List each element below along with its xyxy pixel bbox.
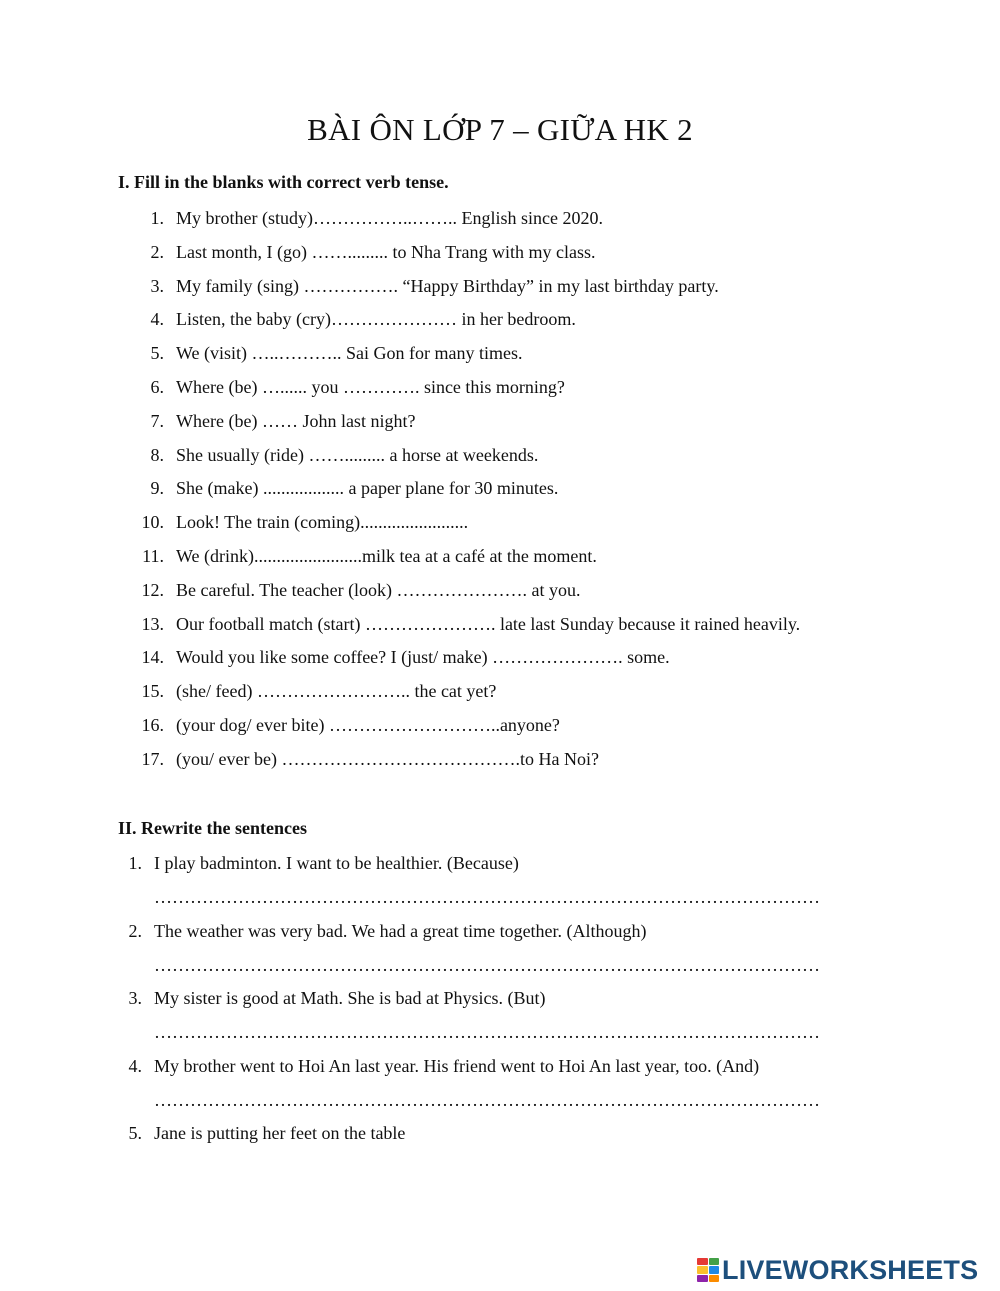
- item-text: Would you like some coffee? I (just/ make) …………………. some.: [176, 647, 670, 668]
- item-text: Where (be) …...... you …………. since this morning?: [176, 376, 565, 397]
- list-item: [118, 1055, 820, 1123]
- item-number: 11.: [142, 545, 164, 566]
- item-text: My sister is good at Math. She is bad at Physics. (But): [154, 988, 546, 1008]
- item-number: 4.: [128, 1055, 142, 1076]
- list-item: [140, 680, 800, 714]
- list-item: [140, 714, 800, 748]
- list-item: [140, 477, 800, 511]
- logo-text: LIVEWORKSHEETS: [722, 1254, 979, 1285]
- list-item: [140, 241, 800, 275]
- item-text: Be careful. The teacher (look) …………………. at you.: [176, 579, 581, 600]
- answer-line[interactable]: …………………………………………………………………………………………………: [154, 887, 820, 907]
- list-item: [140, 646, 800, 680]
- item-text: Listen, the baby (cry)………………… in her bedroom.: [176, 309, 576, 330]
- item-number: 3.: [150, 275, 164, 296]
- list-item: [118, 987, 820, 1055]
- liveworksheets-logo-icon: [697, 1258, 719, 1282]
- list-item: [118, 1122, 759, 1190]
- item-text: Last month, I (go) ……......... to Nha Trang with my class.: [176, 241, 596, 262]
- item-text: She (make) .................. a paper plane for 30 minutes.: [176, 478, 559, 499]
- answer-line[interactable]: …………………………………………………………………………………………………: [154, 1089, 820, 1110]
- item-text: (your dog/ ever bite) ………………………..anyone?: [176, 714, 560, 735]
- item-number: 14.: [141, 647, 164, 668]
- item-text: My brother went to Hoi An last year. His friend went to Hoi An last year, too. (And): [154, 1055, 760, 1076]
- answer-line[interactable]: …………………………………………………………………………………………………: [154, 954, 820, 975]
- item-number: 3.: [128, 988, 142, 1008]
- item-number: 16.: [141, 714, 164, 735]
- item-text: The weather was very bad. We had a great time together. (Although): [154, 920, 647, 941]
- item-text: We (drink)........................milk tea at a café at the moment.: [176, 545, 597, 566]
- section-1-heading: I. Fill in the blanks with correct verb tense.: [118, 172, 449, 192]
- item-number: 2.: [128, 920, 142, 941]
- item-number: 9.: [150, 478, 164, 499]
- list-item: [140, 545, 800, 579]
- item-text: My family (sing) ……………. “Happy Birthday” in my last birthday party.: [176, 275, 719, 296]
- page-title: BÀI ÔN LỚP 7 – GIỮA HK 2: [307, 112, 693, 147]
- item-number: 8.: [150, 444, 164, 465]
- item-number: 17.: [141, 748, 164, 769]
- item-number: 12.: [141, 579, 164, 600]
- item-number: 13.: [141, 613, 164, 634]
- item-text: (you/ ever be) ………………………………….to Ha Noi?: [176, 748, 599, 769]
- item-number: 5.: [150, 343, 164, 364]
- item-number: 2.: [150, 241, 164, 262]
- item-number: 6.: [150, 376, 164, 397]
- list-item: [140, 376, 800, 410]
- section-2-heading: II. Rewrite the sentences: [118, 818, 307, 838]
- item-number: 1.: [150, 208, 164, 228]
- list-item: [140, 511, 800, 545]
- item-text: We (visit) …..……….. Sai Gon for many times.: [176, 343, 523, 364]
- list-item: [140, 748, 800, 782]
- item-number: 7.: [150, 410, 164, 431]
- list-item: [140, 444, 800, 478]
- item-number: 4.: [150, 309, 164, 330]
- list-item: [140, 342, 800, 376]
- fill-in-blanks-list: [140, 207, 800, 782]
- item-text: She usually (ride) ……......... a horse at weekends.: [176, 444, 539, 465]
- list-item: [140, 613, 800, 647]
- item-text: (she/ feed) …………………….. the cat yet?: [176, 681, 497, 702]
- list-item: [118, 920, 820, 988]
- item-text: My brother (study)……………..…….. English since 2020.: [176, 208, 603, 228]
- rewrite-sentences-list: [118, 852, 820, 1190]
- item-text: Jane is putting her feet on the table: [154, 1123, 406, 1143]
- item-text: I play badminton. I want to be healthier. (Because): [154, 853, 519, 873]
- answer-line[interactable]: …………………………………………………………………………………………………: [154, 1022, 820, 1042]
- item-number: 1.: [128, 853, 142, 873]
- item-text: Where (be) …… John last night?: [176, 410, 416, 431]
- item-number: 5.: [128, 1123, 142, 1143]
- item-number: 10.: [141, 512, 164, 533]
- list-item: [140, 275, 800, 309]
- list-item: [140, 579, 800, 613]
- liveworksheets-logo: [697, 1255, 978, 1285]
- item-text: Our football match (start) …………………. late last Sunday because it rained heavily.: [176, 613, 801, 634]
- list-item: [140, 410, 800, 444]
- item-text: Look! The train (coming)........................: [176, 512, 469, 533]
- item-number: 15.: [141, 681, 164, 702]
- list-item: [140, 308, 800, 342]
- list-item: [140, 207, 800, 241]
- list-item: [118, 852, 820, 920]
